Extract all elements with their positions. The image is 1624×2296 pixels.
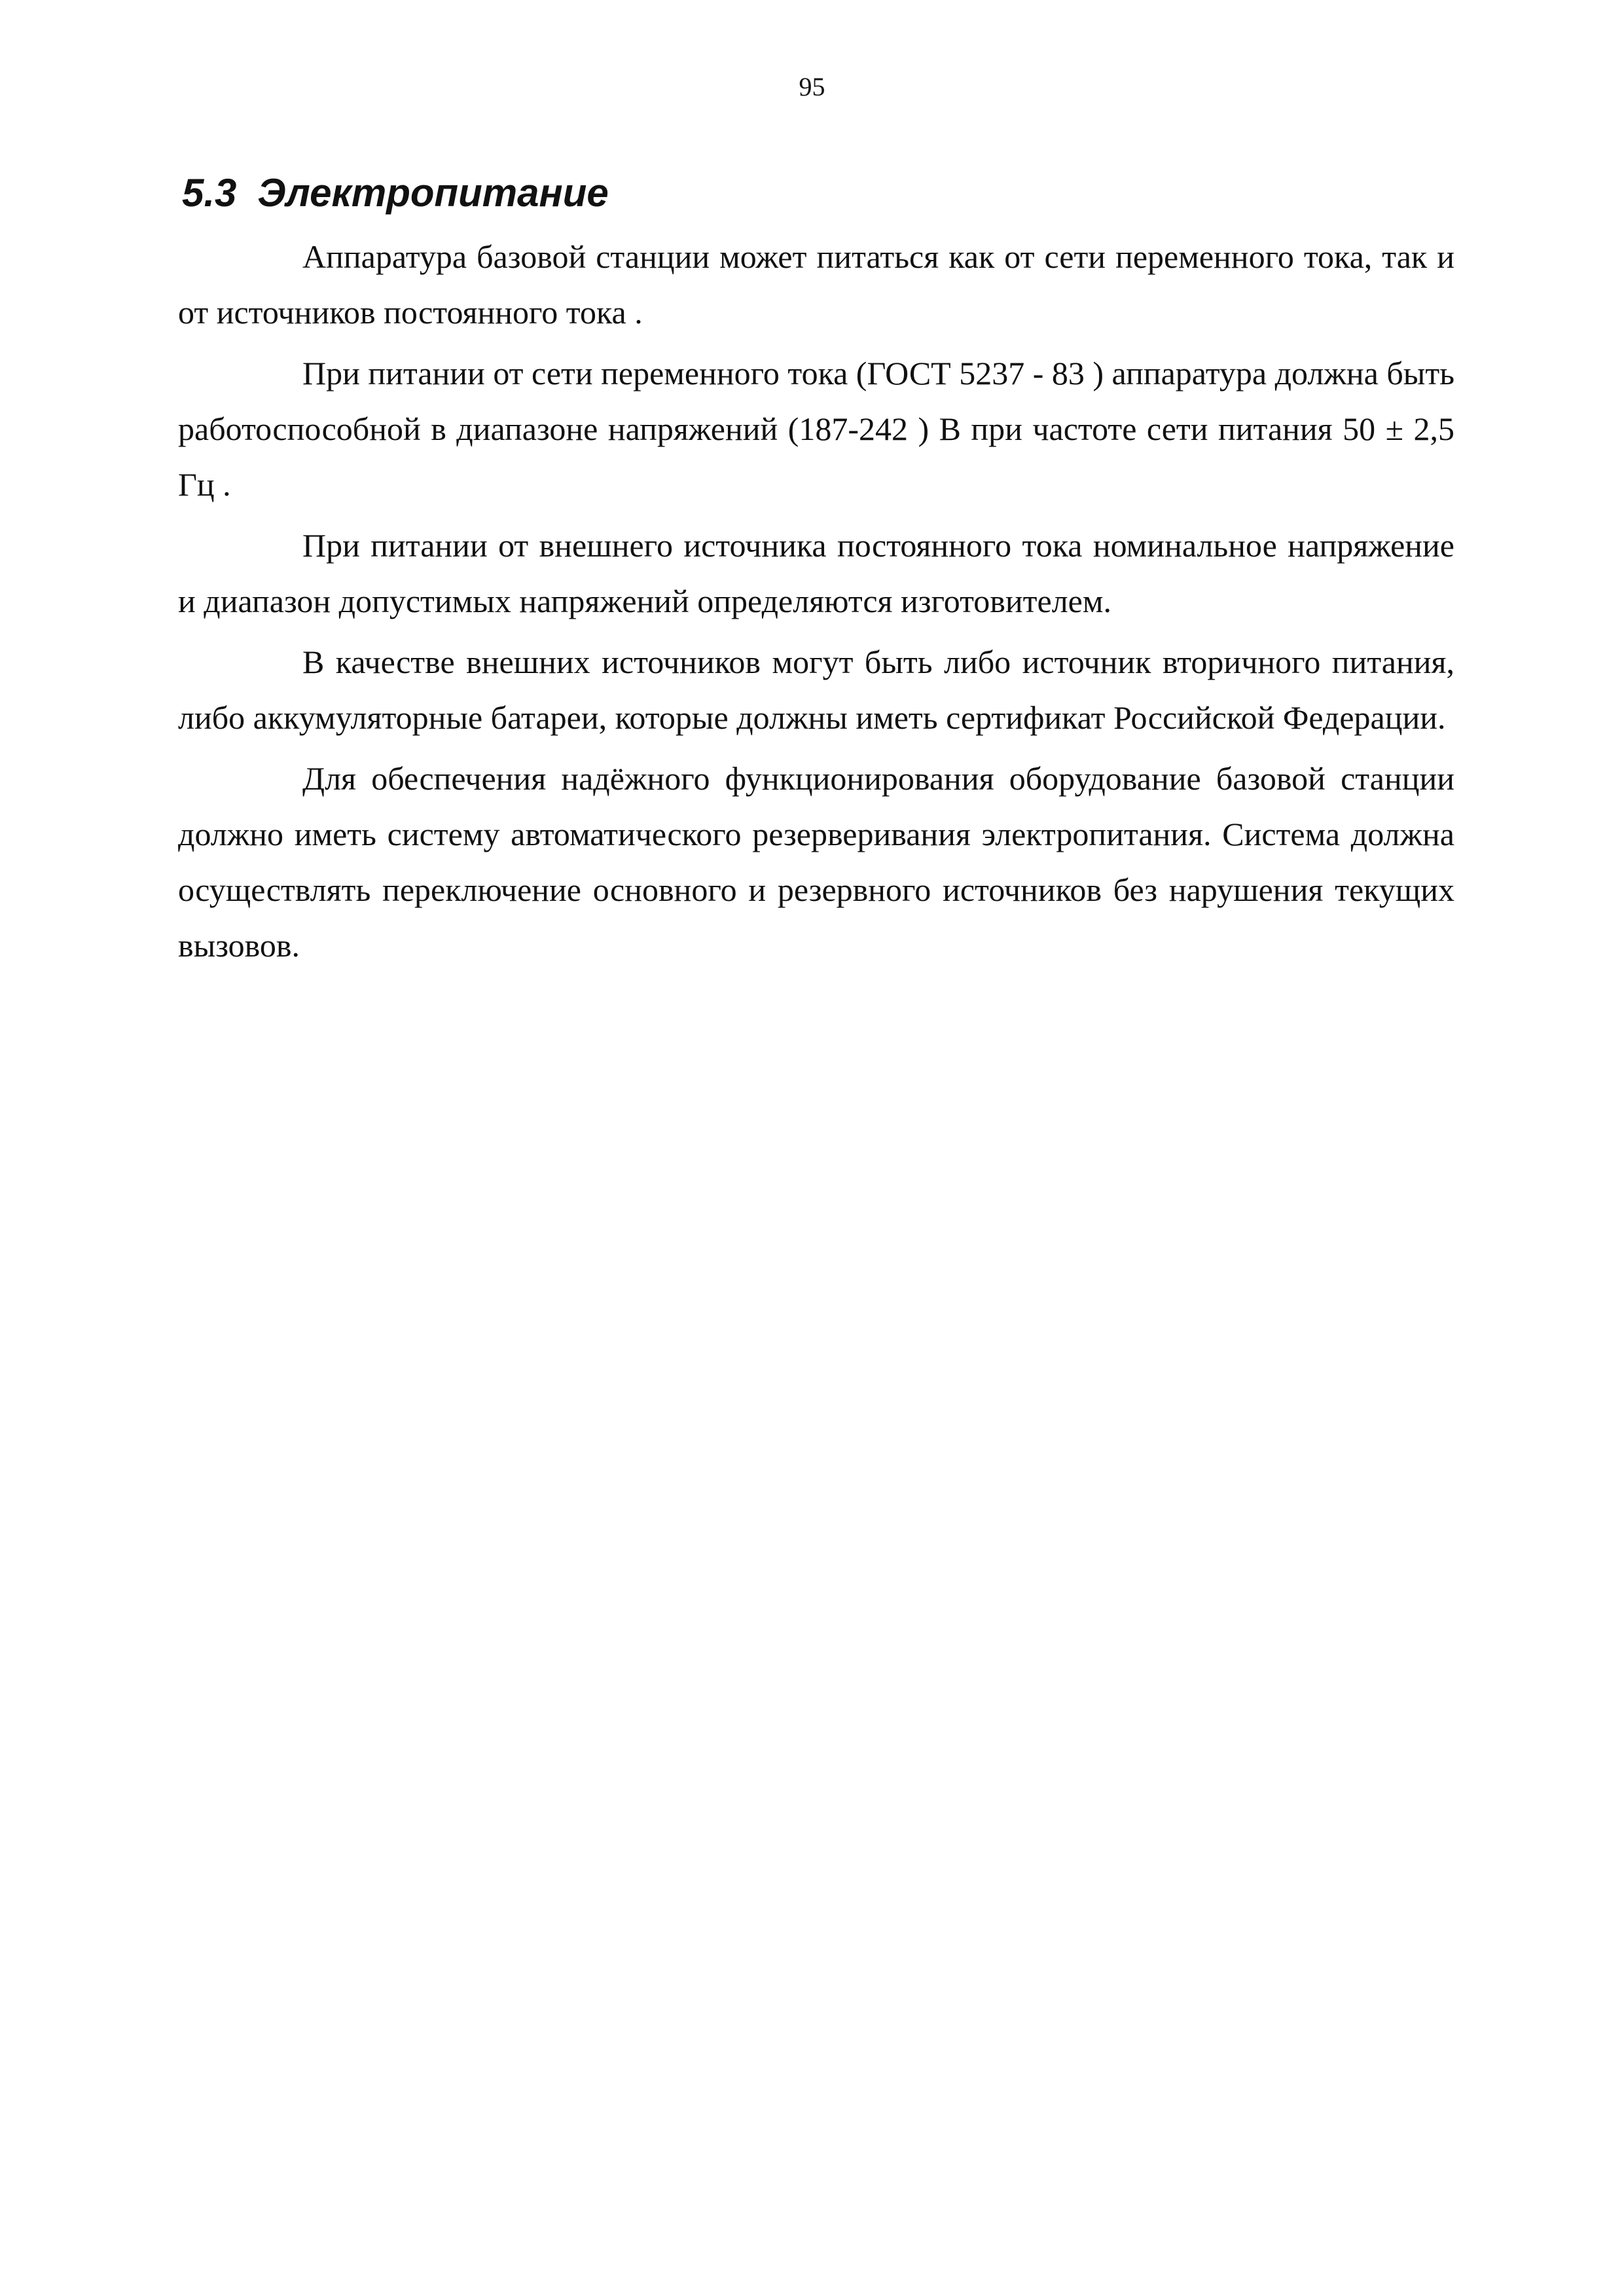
section-heading [182,167,609,219]
paragraph-redundancy: Для обеспечения надёжного функционирования оборудование базовой станции должно иметь систему автоматического резерверивания электропитания. Система должна осуществлять переключение основного и резервного источников без нарушения текущих вызовов. [178,760,1454,964]
paragraph-external-sources: В качестве внешних источников могут быть либо источник вторичного питания, либо аккумуляторные батареи, которые должны иметь сертификат Российской Федерации. [178,644,1454,736]
page-number: 95 [799,72,825,101]
paragraph-dc-supply: При питании от внешнего источника постоянного тока номинальное напряжение и диапазон допустимых напряжений определяются изготовителем. [178,527,1454,619]
body-text [178,229,1454,979]
section-title: Электропитание [257,171,609,215]
paragraph-power-sources: Аппаратура базовой станции может питаться как от сети переменного тока, так и от источников постоянного тока . [178,238,1454,331]
paragraph-ac-supply: При питании от сети переменного тока (ГОСТ 5237 - 83 ) аппаратура должна быть работоспособной в диапазоне напряжений (187-242 ) В при частоте сети питания 50 ± 2,5 Гц . [178,355,1454,503]
section-number: 5.3 [182,171,237,215]
